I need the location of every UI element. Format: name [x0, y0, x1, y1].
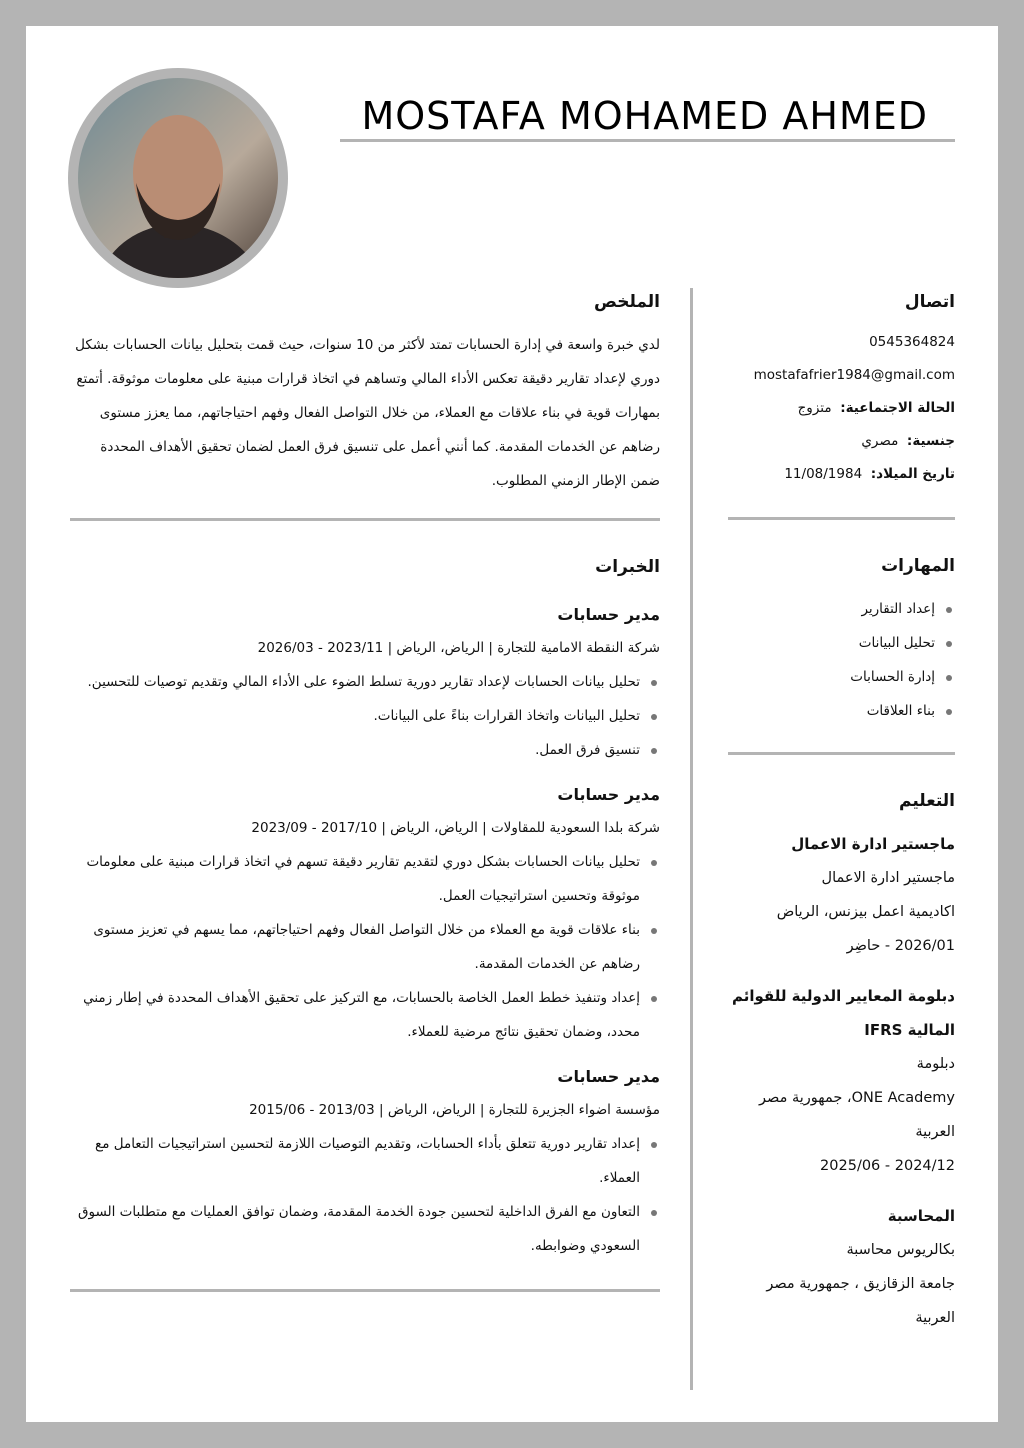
job-meta: شركة النقطة الامامية للتجارة | الرياض، الرياض | 2023/11 - 2026/03: [257, 640, 660, 656]
job-bullet: إعداد تقارير دورية تتعلق بأداء الحسابات، وتقديم التوصيات اللازمة لتحسين استراتيجيات التعامل مع العملاء.: [70, 1127, 660, 1195]
job-bullet: بناء علاقات قوية مع العملاء من خلال التواصل الفعال وفهم احتياجاتهم، مما يسهم في تعزيز مستوى رضاهم عن الخدمات المقدمة.: [70, 913, 660, 981]
education-place: جامعة الزقازيق ، جمهورية مصر العربية: [766, 1276, 955, 1326]
contact-heading: اتصال: [904, 292, 955, 312]
job-bullet: تحليل بيانات الحسابات لإعداد تقارير دورية تسلط الضوء على الأداء المالي وتقديم توصيات للتحسين.: [70, 665, 660, 699]
education-entry: [728, 827, 955, 963]
divider: [340, 139, 955, 142]
skill-item: إعداد التقارير: [728, 592, 955, 626]
job-bullets: [70, 665, 660, 767]
education-dates: 2024/12 - 2025/06: [820, 1158, 955, 1174]
summary-text: لدي خبرة واسعة في إدارة الحسابات تمتد لأكثر من 10 سنوات، حيث قمت بتحليل بيانات الحسابات بشكل دوري لإعداد تقارير دقيقة تعكس الأداء المالي وتساهم في اتخاذ قرارات مبنية على معلومات موثوقة. أتمتع بمهارات قوية في بناء علاقات مع العملاء، من خلال التواصل الفعال وفهم احتياجاتهم، مما يعزز مستوى رضاهم عن الخدمات المقدمة. كما أنني أعمل على تنسيق فرق العمل لضمان تحقيق الأهداف المحددة ضمن الإطار الزمني المطلوب.: [75, 337, 660, 489]
job-list: [70, 603, 660, 1263]
education-entry: [728, 979, 955, 1183]
nationality: [728, 425, 955, 458]
education-degree: ماجستير ادارة الاعمال: [821, 870, 955, 886]
side-column: [728, 288, 955, 1335]
job-title: مدير حسابات: [557, 1067, 660, 1086]
nationality-label: جنسية:: [906, 433, 955, 449]
phone[interactable]: 0545364824: [869, 334, 955, 350]
job-entry: [70, 1065, 660, 1263]
job-bullet: تنسيق فرق العمل.: [70, 733, 660, 767]
job-meta: شركة بلدا السعودية للمقاولات | الرياض، الرياض | 2017/10 - 2023/09: [251, 820, 660, 836]
nationality-value: مصري: [861, 433, 899, 449]
contact-details: [728, 326, 955, 491]
job-entry: [70, 603, 660, 767]
education-title: دبلومة المعايير الدولية للقوائم المالية IFRS: [731, 987, 955, 1039]
column-divider: [690, 288, 693, 1390]
summary-heading: الملخص: [594, 292, 660, 312]
job-bullet: إعداد وتنفيذ خطط العمل الخاصة بالحسابات، مع التركيز على تحقيق الأهداف المحددة في إطار زمني محدد، وضمان تحقيق نتائج مرضية للعملاء.: [70, 981, 660, 1049]
marital-status: [728, 392, 955, 425]
divider: [70, 518, 660, 521]
resume-page: [26, 26, 998, 1422]
skill-item: بناء العلاقات: [728, 694, 955, 728]
skills-list: [728, 592, 955, 728]
job-bullet: تحليل البيانات واتخاذ القرارات بناءً على البيانات.: [70, 699, 660, 733]
divider: [728, 752, 955, 755]
job-bullets: [70, 1127, 660, 1263]
person-photo-icon: [78, 78, 278, 278]
education-list: [728, 827, 955, 1335]
job-bullet: التعاون مع الفرق الداخلية لتحسين جودة الخدمة المقدمة، وضمان توافق العمليات مع متطلبات السوق السعودي وضوابطه.: [70, 1195, 660, 1263]
job-title: مدير حسابات: [557, 605, 660, 624]
experience-heading: الخبرات: [595, 557, 660, 577]
education-degree: دبلومة: [916, 1056, 955, 1072]
skill-item: إدارة الحسابات: [728, 660, 955, 694]
education-place: اكاديمية اعمل بيزنس، الرياض: [776, 904, 955, 920]
main-column: [70, 288, 660, 1292]
full-name: MOSTAFA MOHAMED AHMED: [361, 94, 928, 138]
email[interactable]: mostafafrier1984@gmail.com: [753, 367, 955, 383]
education-title: المحاسبة: [887, 1207, 955, 1225]
job-entry: [70, 783, 660, 1049]
marital-label: الحالة الاجتماعية:: [840, 400, 955, 416]
education-place: ONE Academy، جمهورية مصر العربية: [759, 1090, 955, 1140]
birth-value: 11/08/1984: [784, 466, 863, 482]
marital-value: متزوج: [797, 400, 832, 416]
birth-label: تاريخ الميلاد:: [870, 466, 955, 482]
job-title: مدير حسابات: [557, 785, 660, 804]
profile-photo: [68, 68, 288, 288]
job-bullets: [70, 845, 660, 1049]
job-meta: مؤسسة اضواء الجزيرة للتجارة | الرياض، الرياض | 2013/03 - 2015/06: [249, 1102, 660, 1118]
education-dates: 2026/01 - حاضِر: [846, 938, 955, 954]
education-title: ماجستير ادارة الاعمال: [791, 835, 955, 853]
skill-item: تحليل البيانات: [728, 626, 955, 660]
divider: [728, 517, 955, 520]
job-bullet: تحليل بيانات الحسابات بشكل دوري لتقديم تقارير دقيقة تسهم في اتخاذ قرارات مبنية على معلومات موثوقة وتحسين استراتيجيات العمل.: [70, 845, 660, 913]
divider: [70, 1289, 660, 1292]
birth-date: [728, 458, 955, 491]
education-degree: بكالريوس محاسبة: [846, 1242, 955, 1258]
education-heading: التعليم: [899, 791, 955, 811]
skills-heading: المهارات: [881, 556, 955, 576]
education-entry: [728, 1199, 955, 1335]
